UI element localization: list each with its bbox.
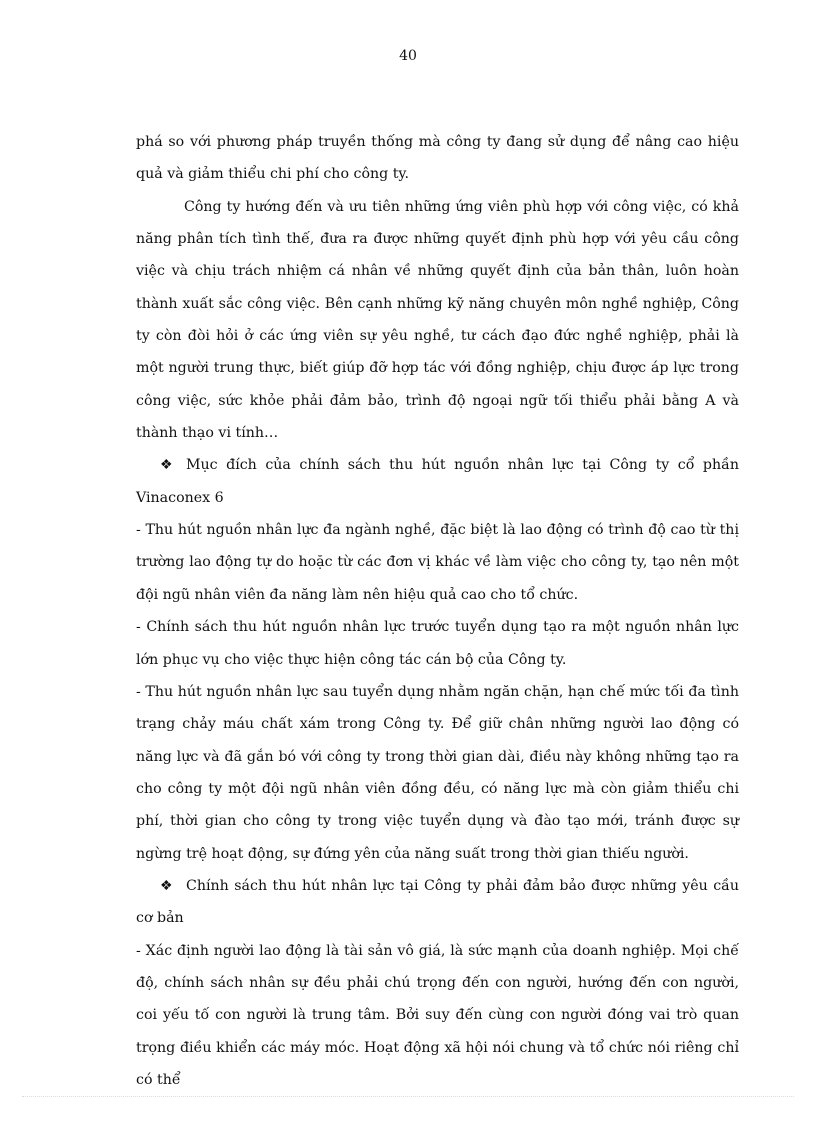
diamond-bullet-icon: ❖ <box>160 457 173 474</box>
section-heading-text: Chính sách thu hút nhân lực tại Công ty phải đảm bảo được những yêu cầu cơ bản <box>136 877 739 927</box>
paragraph-company-requirements: Công ty hướng đến và ưu tiên những ứng viên phù hợp với công việc, có khả năng phân tích tình thế, đưa ra được những quyết định phù hợp với yêu cầu công việc và chịu trách nhiệm cá nhân về những quyết định của bản thân, luôn hoàn thành xuất sắc công việc. Bên cạnh những kỹ năng chuyên môn nghề nghiệp, Công ty còn đòi hỏi ở các ứng viên sự yêu nghề, tư cách đạo đức nghề nghiệp, phải là một người trung thực, biết giúp đỡ hợp tác với đồng nghiệp, chịu được áp lực trong công việc, sức khỏe phải đảm bảo, trình độ ngoại ngữ tối thiểu phải bằng A và thành thạo vi tính… <box>136 198 739 442</box>
list-item: - Thu hút nguồn nhân lực đa ngành nghề, đặc biệt là lao động có trình độ cao từ thị trường lao động tự do hoặc từ các đơn vị khác về làm việc cho công ty, tạo nên một đội ngũ nhân viên đa năng làm nên hiệu quả cao cho tổ chức. <box>136 522 739 603</box>
section-heading-requirements <box>136 870 739 935</box>
diamond-bullet-icon: ❖ <box>160 877 173 894</box>
paragraph-continuation: phá so với phương pháp truyền thống mà công ty đang sử dụng để nâng cao hiệu quả và giảm thiểu chi phí cho công ty. <box>136 134 739 183</box>
list-item: - Thu hút nguồn nhân lực sau tuyển dụng nhằm ngăn chặn, hạn chế mức tối đa tình trạng chảy máu chất xám trong Công ty. Để giữ chân những người lao động có năng lực và đã gắn bó với công ty trong thời gian dài, điều này không những tạo ra cho công ty một đội ngũ nhân viên đồng đều, có năng lực mà còn giảm thiểu chi phí, thời gian cho công ty trong việc tuyển dụng và đào tạo mới, tránh được sự ngừng trệ hoạt động, sự đứng yên của năng suất trong thời gian thiếu người. <box>136 683 739 862</box>
section-heading-text: Mục đích của chính sách thu hút nguồn nhân lực tại Công ty cổ phần Vinaconex 6 <box>136 457 739 506</box>
document-body <box>136 126 739 1096</box>
section-heading-purpose <box>136 449 739 514</box>
page-number: 40 <box>399 48 417 64</box>
list-item: - Xác định người lao động là tài sản vô giá, là sức mạnh của doanh nghiệp. Mọi chế độ, chính sách nhân sự đều phải chú trọng đến con người, hướng đến con người, coi yếu tố con người là trung tâm. Bởi suy đến cùng con người đóng vai trò quan trọng điều khiển các máy móc. Hoạt động xã hội nói chung và tổ chức nói riêng chỉ có thể <box>136 942 739 1088</box>
page-bottom-divider <box>22 1096 794 1097</box>
list-item: - Chính sách thu hút nguồn nhân lực trước tuyển dụng tạo ra một nguồn nhân lực lớn phục vụ cho việc thực hiện công tác cán bộ của Công ty. <box>136 619 739 668</box>
